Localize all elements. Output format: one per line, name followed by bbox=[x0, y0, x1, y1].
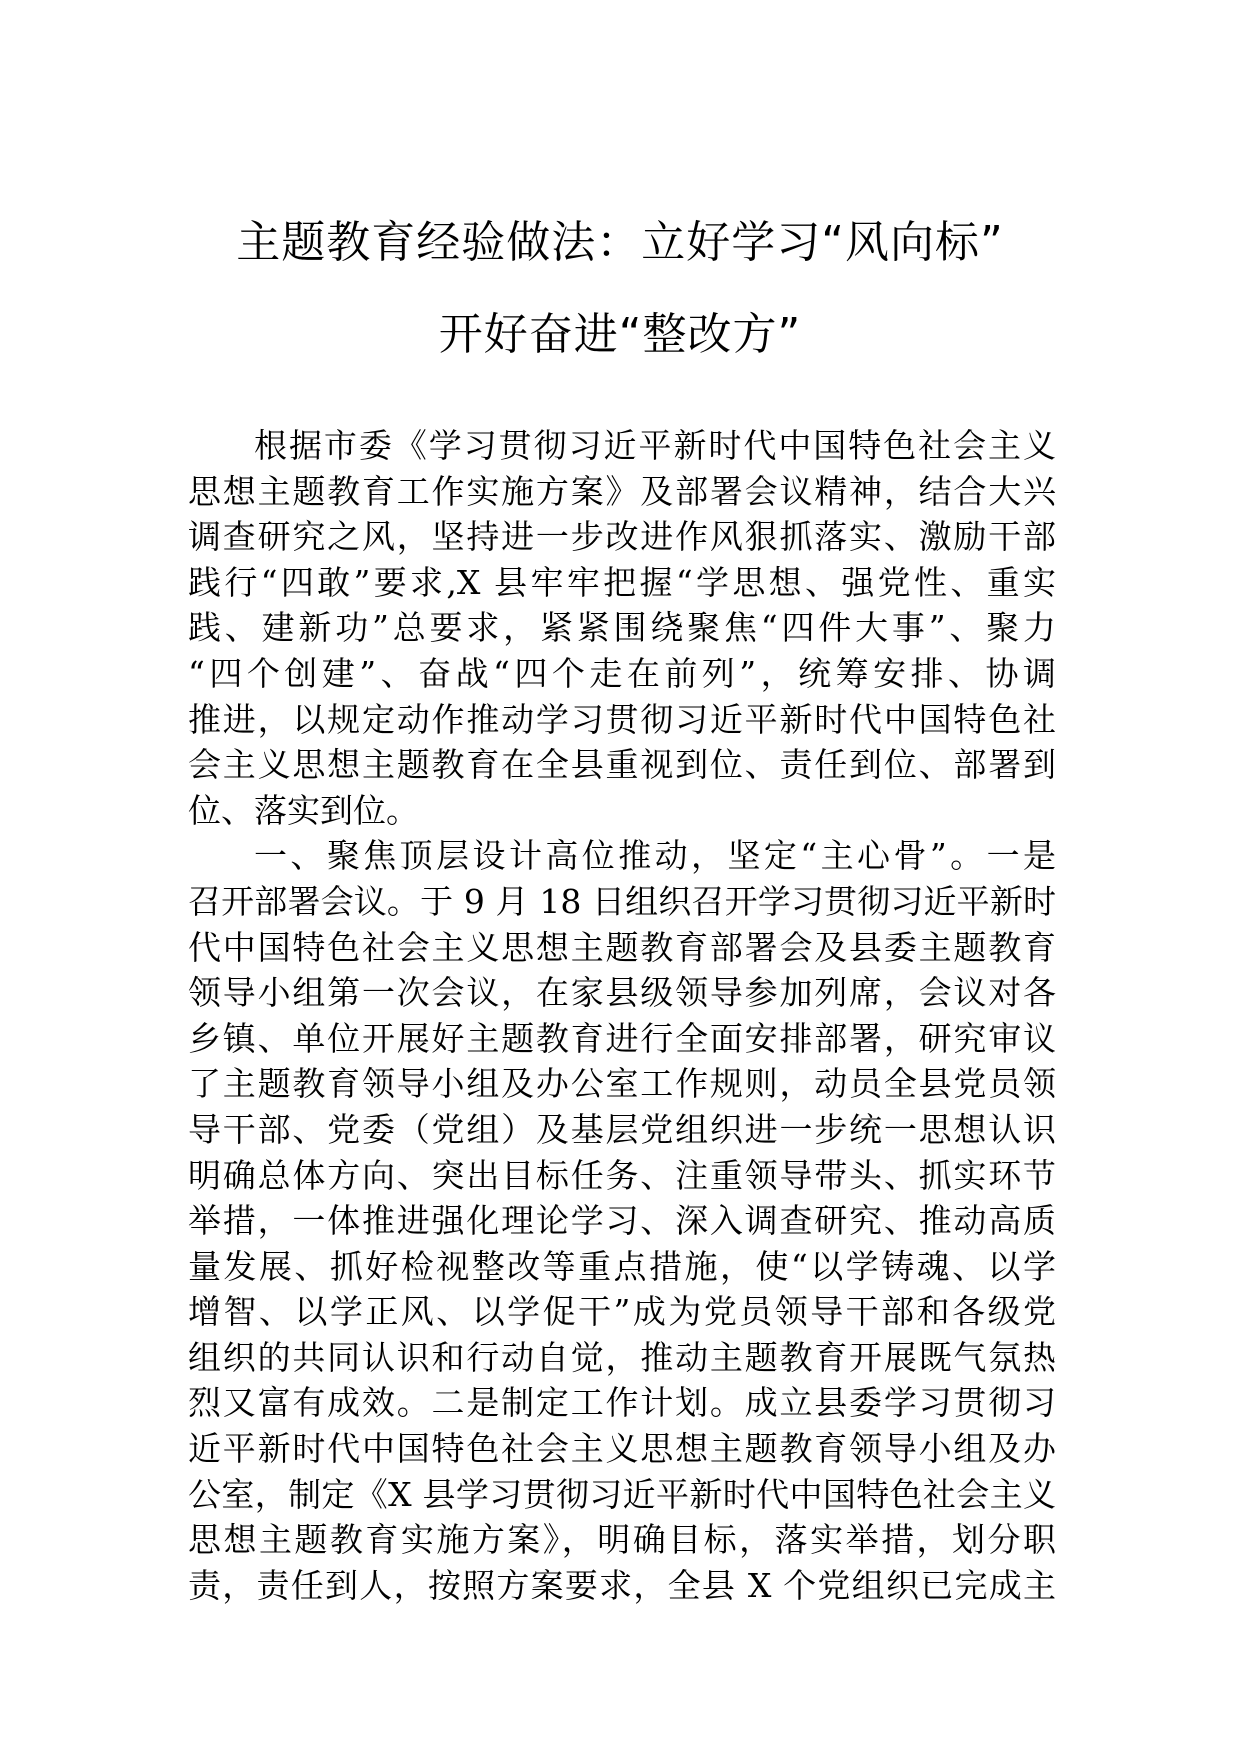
text-line: 烈又富有成效。二是制定工作计划。成立县委学习贯彻习 bbox=[188, 1383, 1056, 1423]
text-line: 思想主题教育工作实施方案》及部署会议精神，结合大兴 bbox=[188, 471, 1056, 511]
text-line: “四个创建”、奋战“四个走在前列”，统筹安排、协调 bbox=[188, 653, 1056, 693]
text-line: 举措，一体推进强化理论学习、深入调查研究、推动高质 bbox=[188, 1201, 1056, 1241]
text-line: 位、落实到位。 bbox=[188, 790, 419, 830]
text-line: 量发展、抓好检视整改等重点措施，使“以学铸魂、以学 bbox=[188, 1246, 1056, 1286]
text-line: 乡镇、单位开展好主题教育进行全面安排部署，研究审议 bbox=[188, 1018, 1056, 1058]
text-line: 增智、以学正风、以学促干”成为党员领导干部和各级党 bbox=[188, 1292, 1056, 1332]
text-line: 责，责任到人，按照方案要求，全县 X 个党组织已完成主 bbox=[188, 1565, 1056, 1605]
document-title-line-1: 主题教育经验做法：立好学习“风向标” bbox=[236, 217, 1004, 268]
text-line: 明确总体方向、突出目标任务、注重领导带头、抓实环节 bbox=[188, 1155, 1056, 1195]
text-line: 近平新时代中国特色社会主义思想主题教育领导小组及办 bbox=[188, 1429, 1056, 1469]
text-line: 了主题教育领导小组及办公室工作规则，动员全县党员领 bbox=[188, 1064, 1056, 1104]
text-line: 根据市委《学习贯彻习近平新时代中国特色社会主义 bbox=[254, 426, 1056, 465]
text-line: 会主义思想主题教育在全县重视到位、责任到位、部署到 bbox=[188, 745, 1056, 785]
text-line: 召开部署会议。于 9 月 18 日组织召开学习贯彻习近平新时 bbox=[188, 881, 1056, 921]
document-body bbox=[188, 423, 1056, 1608]
text-line: 组织的共同认识和行动自觉，推动主题教育开展既气氛热 bbox=[188, 1337, 1056, 1377]
text-line: 推进，以规定动作推动学习贯彻习近平新时代中国特色社 bbox=[188, 699, 1056, 739]
text-line: 践、建新功”总要求，紧紧围绕聚焦“四件大事”、聚力 bbox=[188, 608, 1056, 648]
text-line: 导干部、党委（党组）及基层党组织进一步统一思想认识 bbox=[188, 1109, 1056, 1149]
text-line: 一、聚焦顶层设计高位推动，坚定“主心骨”。一是 bbox=[254, 836, 1056, 876]
text-line: 代中国特色社会主义思想主题教育部署会及县委主题教育 bbox=[188, 927, 1056, 967]
text-line: 公室，制定《X 县学习贯彻习近平新时代中国特色社会主义 bbox=[188, 1474, 1056, 1514]
text-line: 领导小组第一次会议，在家县级领导参加列席，会议对各 bbox=[188, 973, 1056, 1013]
text-line: 调查研究之风，坚持进一步改进作风狠抓落实、激励干部 bbox=[188, 517, 1056, 557]
text-line: 思想主题教育实施方案》，明确目标，落实举措，划分职 bbox=[188, 1520, 1056, 1560]
paragraph-intro bbox=[188, 423, 1056, 833]
document-title-line-2: 开好奋进“整改方” bbox=[438, 309, 802, 360]
paragraph-section-1 bbox=[188, 833, 1056, 1608]
text-line: 践行“四敢”要求,X 县牢牢把握“学思想、强党性、重实 bbox=[188, 562, 1056, 602]
